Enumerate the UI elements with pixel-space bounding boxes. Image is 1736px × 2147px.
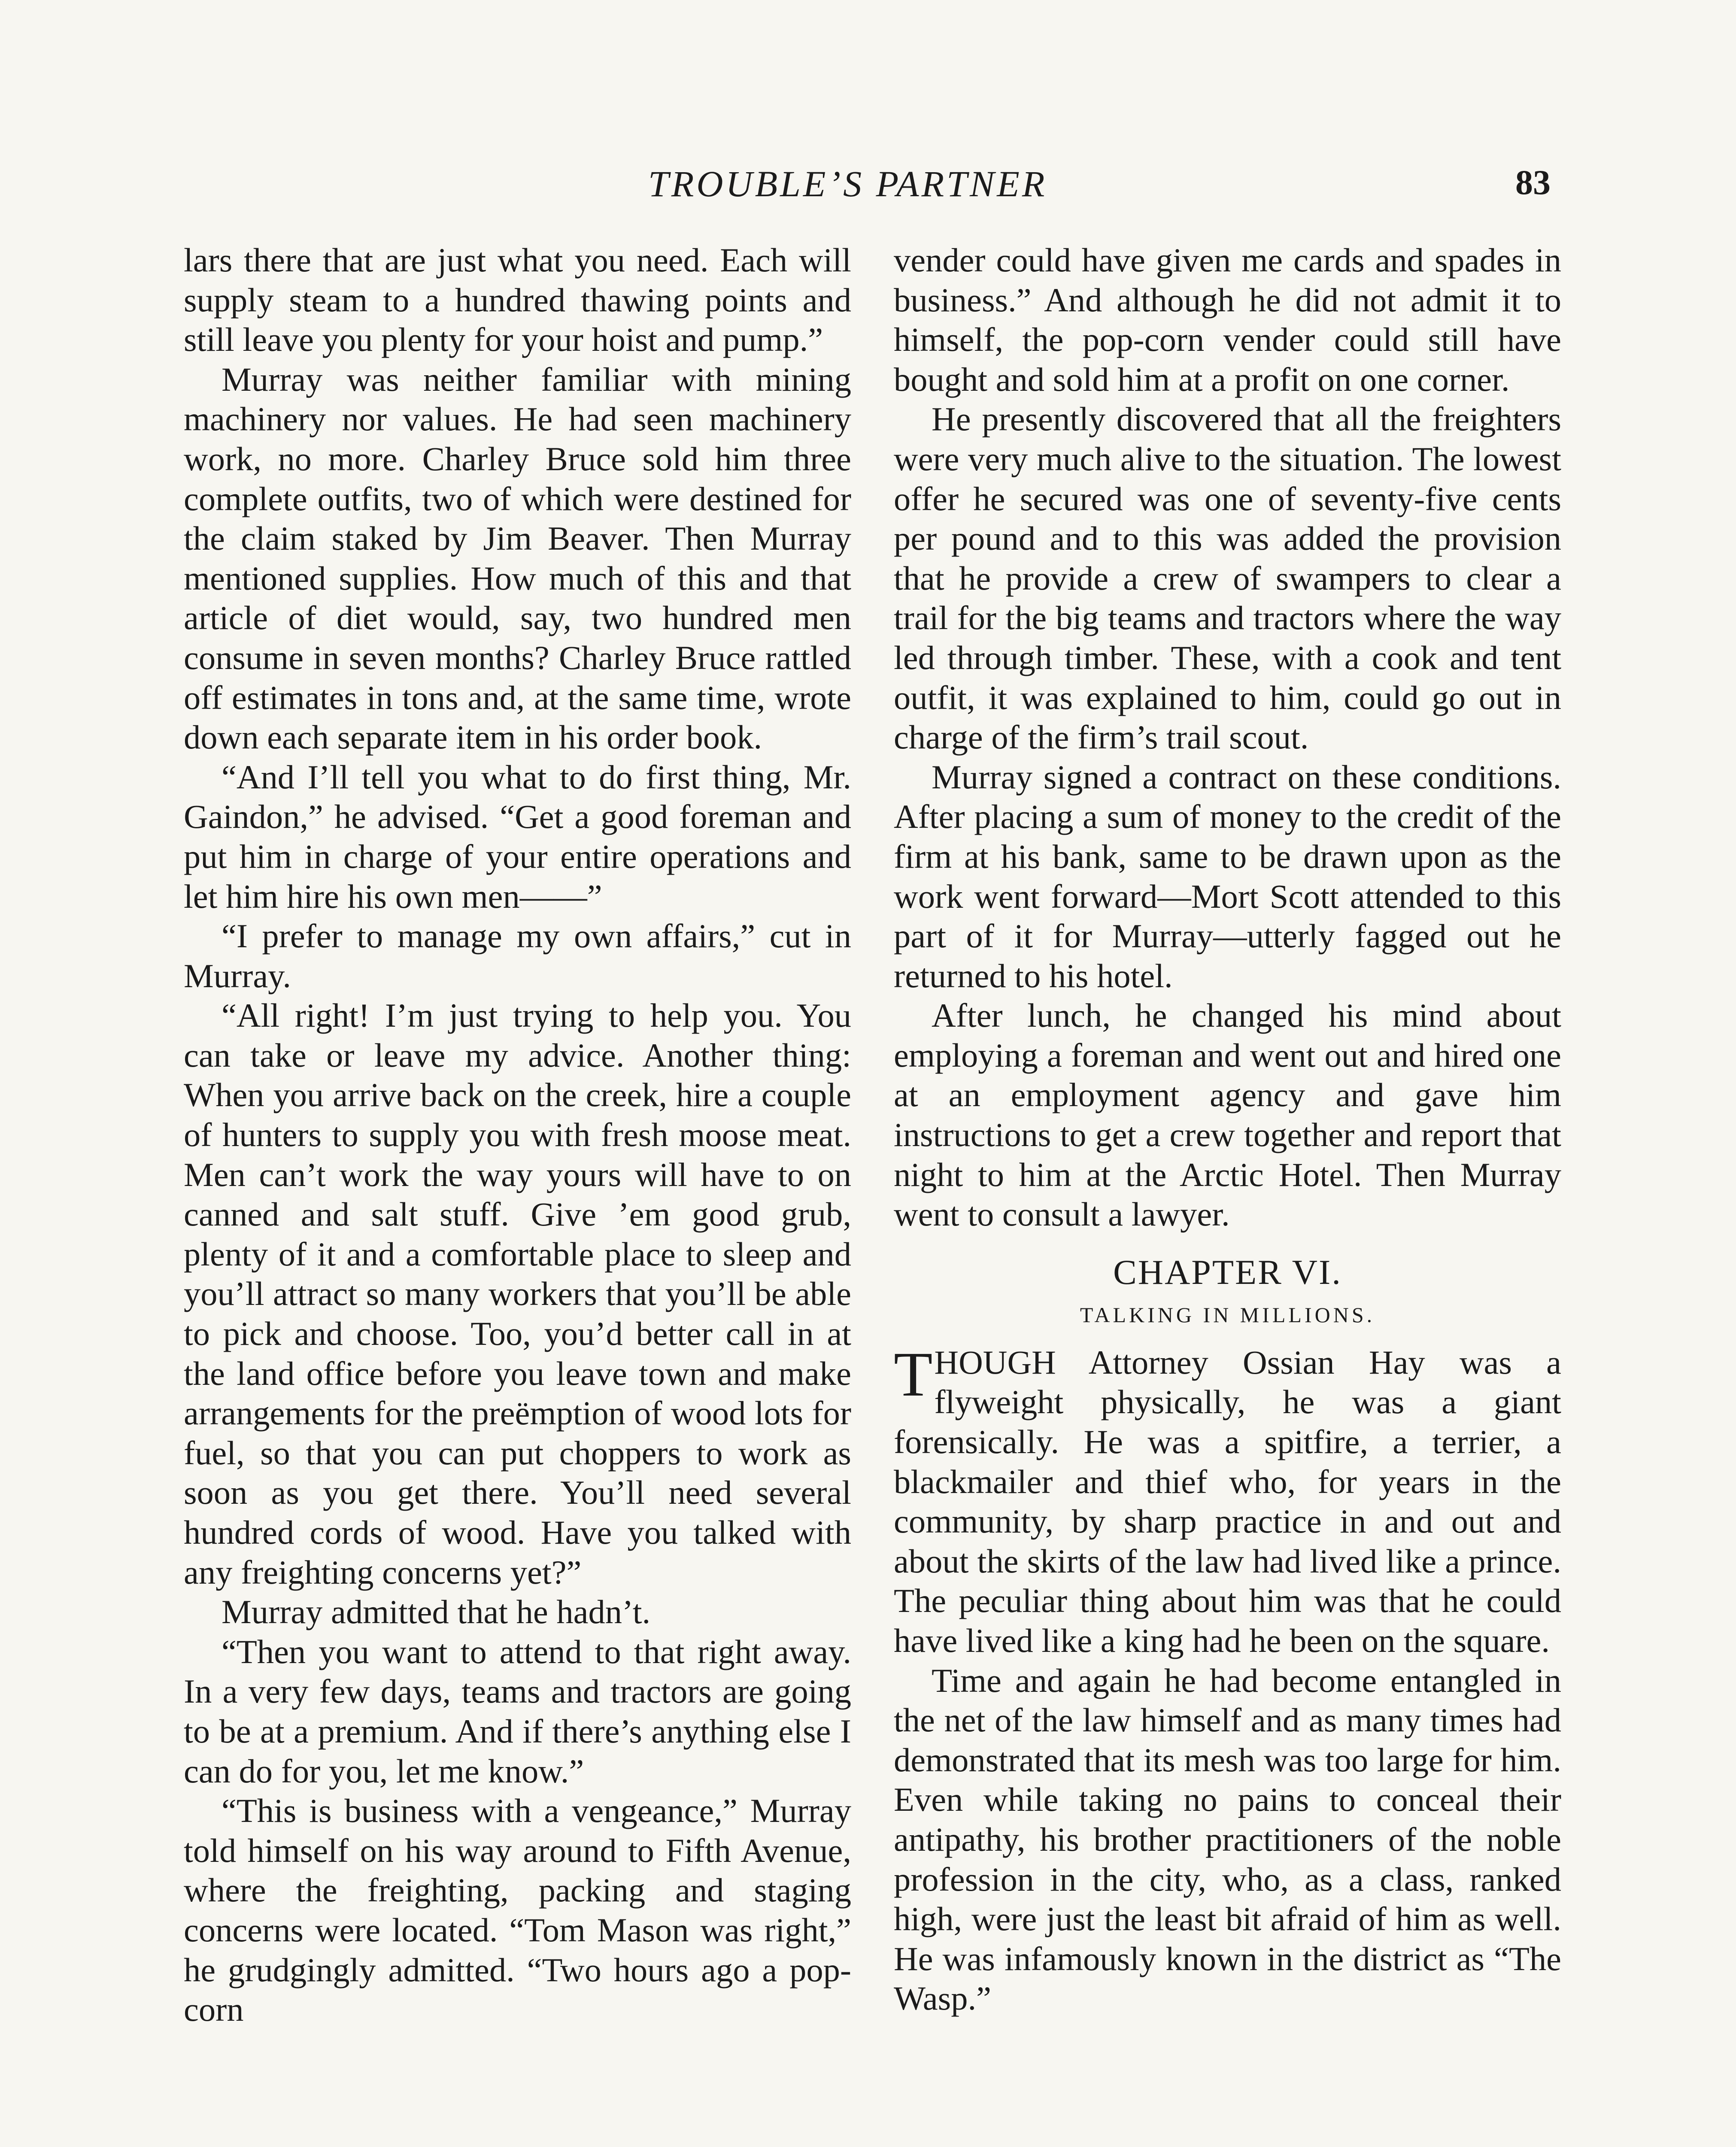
paragraph: He presently discovered that all the freighters were very much alive to the situation. The lowest offer he secured was one of seventy-five cents per pound and to this was added the provision that he provide a crew of swampers to clear a trail for the big teams and tractors where the way led through timber. These, with a cook and tent outfit, it was explained to him, could go out in charge of the firm’s trail scout. [894, 400, 1561, 756]
chapter-opening-paragraph [894, 1339, 1561, 1661]
paragraph: “Then you want to attend to that right away. In a very few days, teams and tractors are going to be at a premium. And if there’s anything else I can do for you, let me know.” [184, 1633, 851, 1790]
paragraph: vender could have given me cards and spades in business.” And although he did not admit it to himself, the pop-corn vender could still have bought and sold him at a profit on one corner. [894, 241, 1561, 398]
page-header [0, 162, 1736, 210]
paragraph: “All right! I’m just trying to help you. You can take or leave my advice. Another thing: When you arrive back on the creek, hire a couple of hunters to supply you with fresh moose meat. Men can’t work the way yours will have to on canned and salt stuff. Give ’em good grub, plenty of it and a comfortable place to sleep and you’ll attract so many workers that you’ll be able to pick and choose. Too, you’d better call in at the land office before you leave town and make arrangements for the preëmption of wood lots for fuel, so that you can put choppers to work as soon as you get there. You’ll need several hundred cords of wood. Have you talked with any freighting concerns yet?” [184, 997, 851, 1591]
paragraph: Murray admitted that he hadn’t. [222, 1593, 651, 1631]
paragraph: “And I’ll tell you what to do first thing, Mr. Gaindon,” he advised. “Get a good foreman and put him in charge of your entire operations and let him hire his own men——” [184, 758, 851, 915]
right-column [894, 240, 1561, 2019]
paragraph: “This is business with a vengeance,” Murray told himself on his way around to Fifth Avenue, where the freighting, packing and staging concerns were located. “Tom Mason was right,” he grudgingly admitted. “Two hours ago a pop-corn [184, 1792, 851, 2028]
opening-text: HOUGH Attorney Ossian Hay was a flyweight physically, he was a giant forensically. He was a spitfire, a terrier, a blackmailer and thief who, for years in the community, by sharp practice in and out and about the skirts of the law had lived like a prince. The peculiar thing about him was that he could have lived like a king had he been on the square. [894, 1343, 1561, 1659]
chapter-title: CHAPTER VI. [1113, 1252, 1342, 1292]
page-number: 83 [1515, 163, 1551, 202]
paragraph: Murray signed a contract on these conditions. After placing a sum of money to the credit of the firm at his bank, same to be drawn upon as the work went forward—Mort Scott attended to this part of it for Murray—utterly fagged out he returned to his hotel. [894, 758, 1561, 994]
paragraph: Murray was neither familiar with mining machinery nor values. He had seen machinery work, no more. Charley Bruce sold him three complete outfits, two of which were destined for the claim staked by Jim Beaver. Then Murray mentioned supplies. How much of this and that article of diet would, say, two hundred men consume in seven months? Charley Bruce rattled off estimates in tons and, at the same time, wrote down each separate item in his order book. [184, 360, 851, 756]
paragraph: Time and again he had become entangled in the net of the law himself and as many times had demonstrated that its mesh was too large for him. Even while taking no pains to conceal their antipathy, his brother practitioners of the noble profession in the city, who, as a class, ranked high, were just the least bit afraid of him as well. He was infamously known in the district as “The Wasp.” [894, 1661, 1561, 2017]
drop-cap: T [894, 1339, 933, 1410]
running-title: TROUBLE’S PARTNER [648, 163, 1047, 204]
left-column [184, 240, 851, 2030]
paragraph: lars there that are just what you need. Each will supply steam to a hundred thawing points and still leave you plenty for your hoist and pump.” [184, 241, 851, 359]
paragraph: After lunch, he changed his mind about employing a foreman and went out and hired one at an employment agency and gave him instructions to get a crew together and report that night to him at the Arctic Hotel. Then Murray went to consult a lawyer. [894, 997, 1561, 1233]
paragraph: “I prefer to manage my own affairs,” cut in Murray. [184, 917, 851, 994]
chapter-subtitle: TALKING IN MILLIONS. [1080, 1302, 1375, 1327]
